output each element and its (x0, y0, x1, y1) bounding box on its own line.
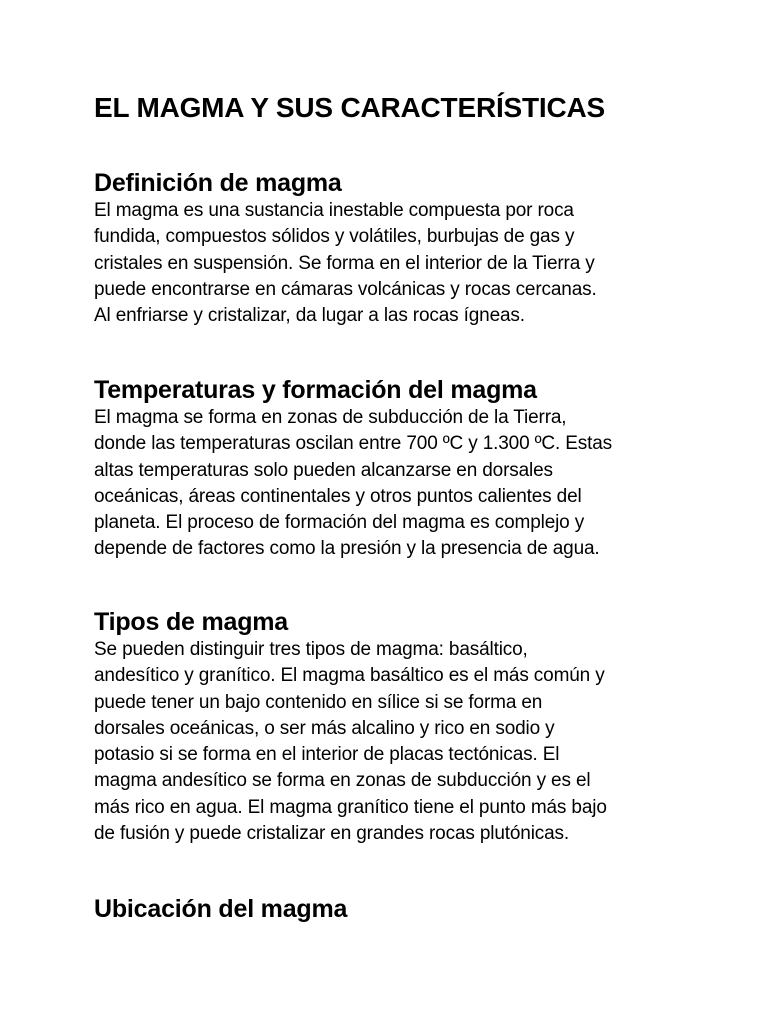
section-tipos (94, 607, 694, 847)
section-temperaturas (94, 375, 694, 563)
section-paragraph (94, 405, 694, 563)
paragraph-line: Se pueden distinguir tres tipos de magma: basáltico, (94, 639, 528, 660)
section-heading: Ubicación del magma (94, 895, 348, 923)
paragraph-line: donde las temperaturas oscilan entre 700 ºC y 1.300 ºC. Estas (94, 433, 613, 455)
paragraph-line: El magma es una sustancia inestable compuesta por roca (94, 200, 574, 221)
section-definicion (94, 168, 694, 329)
section-heading: Tipos de magma (94, 608, 289, 636)
paragraph-line: potasio si se forma en el interior de placas tectónicas. El (94, 744, 560, 766)
section-paragraph (94, 198, 694, 329)
paragraph-line: El magma se forma en zonas de subducción de la Tierra, (94, 407, 567, 428)
paragraph-line: cristales en suspensión. Se forma en el interior de la Tierra y (94, 252, 595, 274)
paragraph-line: planeta. El proceso de formación del magma es complejo y (94, 512, 585, 534)
section-ubicacion (94, 894, 694, 924)
paragraph-line: puede encontrarse en cámaras volcánicas y rocas cercanas. (94, 278, 597, 300)
paragraph-line: de fusión y puede cristalizar en grandes rocas plutónicas. (94, 823, 570, 845)
paragraph-line: magma andesítico se forma en zonas de subducción y es el (94, 770, 591, 792)
section-paragraph (94, 637, 694, 847)
paragraph-line: más rico en agua. El magma granítico tiene el punto más bajo (94, 796, 607, 818)
document-title: EL MAGMA Y SUS CARACTERÍSTICAS (94, 92, 606, 123)
paragraph-line: fundida, compuestos sólidos y volátiles, burbujas de gas y (94, 226, 575, 248)
paragraph-line: puede tener un bajo contenido en sílice si se forma en (94, 691, 543, 713)
paragraph-line: Al enfriarse y cristalizar, da lugar a las rocas ígneas. (94, 305, 525, 327)
paragraph-line: dorsales oceánicas, o ser más alcalino y rico en sodio y (94, 717, 555, 739)
paragraph-line: andesítico y granítico. El magma basáltico es el más común y (94, 665, 605, 687)
paragraph-line: oceánicas, áreas continentales y otros puntos calientes del (94, 485, 582, 507)
paragraph-line: altas temperaturas solo pueden alcanzarse en dorsales (94, 459, 553, 481)
section-heading: Temperaturas y formación del magma (94, 376, 537, 404)
section-heading: Definición de magma (94, 169, 342, 197)
paragraph-line: depende de factores como la presión y la presencia de agua. (94, 538, 600, 560)
